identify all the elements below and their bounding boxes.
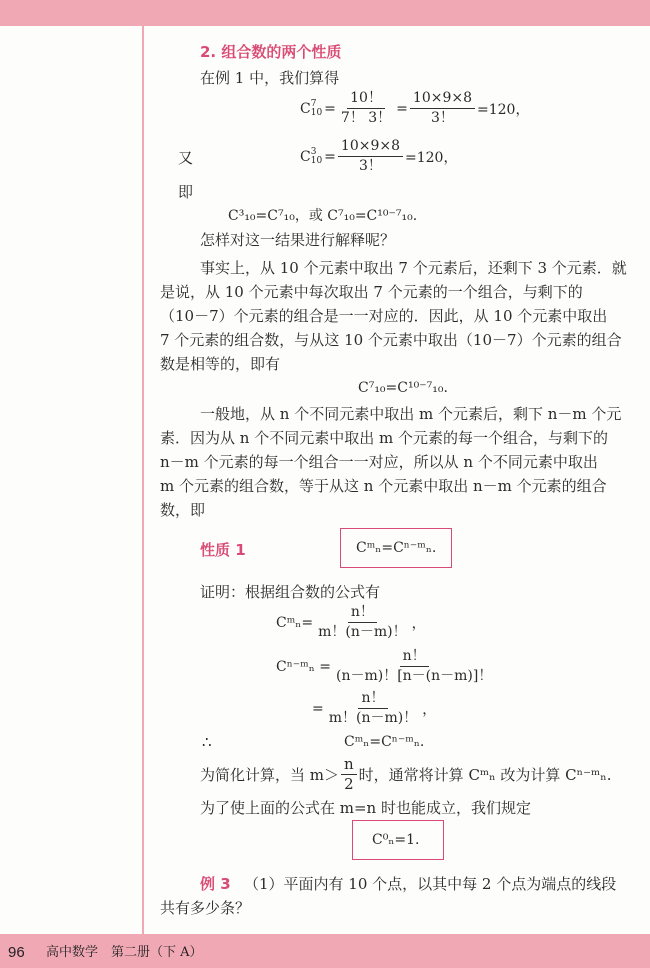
proof-line1-den: m！(n－m)！: [318, 624, 407, 640]
question: 怎样对这一结果进行解释呢？: [200, 231, 396, 249]
eq1-frac2: [410, 90, 475, 127]
eq2-sub: 10: [310, 155, 323, 166]
eq1-eq2: =: [396, 100, 408, 117]
simplify-post: 时，通常将计算 Cᵐₙ 改为计算 Cⁿ⁻ᵐₙ.: [358, 766, 612, 784]
proof-line1-frac: [315, 604, 410, 641]
example3-line-1: （1）平面内有 10 个点，以其中每 2 个点为端点的线段: [244, 875, 617, 893]
eq1-frac1-den: 7！ 3！: [340, 110, 392, 126]
explain-line-2: 是说，从 10 个元素中每次取出 7 个元素的一个组合，与剩下的: [160, 283, 583, 301]
therefore-symbol: ∴: [202, 733, 212, 751]
book-title: 高中数学 第二册（下 A）: [46, 945, 203, 960]
proof-line3-den: m！(n－m)！: [328, 710, 418, 726]
general-line-1: 一般地，从 n 个不同元素中取出 m 个元素后，剩下 n－m 个元: [200, 405, 622, 423]
proof-line-1: [276, 604, 426, 641]
property1-label: 性质 1: [200, 541, 246, 559]
simplify-frac: [341, 756, 357, 793]
example3-label: 例 3: [200, 875, 231, 893]
proof-line3-num: n！: [358, 690, 387, 709]
eq1-frac1-num: 10！: [347, 90, 385, 109]
eq1-sup: 7: [310, 98, 317, 109]
eq1-frac2-den: 3！: [430, 110, 454, 126]
eq2-frac-den: 3！: [358, 158, 382, 174]
footer-band: [0, 934, 650, 968]
example3-line-2: 共有多少条？: [160, 899, 251, 917]
equation-3: C³₁₀=C⁷₁₀，或 C⁷₁₀=C¹⁰⁻⁷₁₀.: [228, 208, 418, 224]
label-ji: 即: [178, 183, 194, 201]
proof-intro: 证明：根据组合数的公式有: [200, 583, 381, 601]
general-line-2: 素．因为从 n 个不同元素中取出 m 个元素的每一个组合，与剩下的: [160, 429, 608, 447]
proof-line2-num: n！: [400, 648, 429, 667]
property1-formula: Cᵐₙ=Cⁿ⁻ᵐₙ.: [356, 540, 437, 556]
general-line-4: m 个元素的组合数，等于从这 n 个元素中取出 n－m 个元素的组合: [160, 477, 607, 495]
eq1-eq: =: [324, 100, 336, 117]
eq2-frac: [338, 138, 403, 175]
equation-4: C⁷₁₀=C¹⁰⁻⁷₁₀.: [358, 380, 448, 396]
explain-line-3: （10－7）个元素的组合是一一对应的．因此，从 10 个元素中取出: [160, 307, 608, 325]
eq2-eq: =: [324, 148, 336, 165]
eq2-frac-num: 10×9×8: [338, 138, 403, 157]
eq1-result: =120，: [477, 101, 530, 118]
eq1-frac2-num: 10×9×8: [410, 90, 475, 109]
rule-intro: 为了使上面的公式在 m=n 时也能成立，我们规定: [200, 799, 531, 817]
proof-line1-end: ，: [411, 615, 426, 632]
proof-line3-end: ，: [422, 701, 437, 718]
proof-line2-den: (n－m)！[n－(n－m)]！: [335, 668, 493, 684]
proof-line1-lhs: Cᵐₙ=: [276, 614, 314, 631]
equation-2: [300, 138, 457, 175]
left-margin-rule: [142, 26, 144, 934]
eq1-frac1: [338, 90, 394, 127]
rule-formula: C⁰ₙ=1.: [372, 832, 420, 848]
simplify-line: [200, 756, 611, 793]
simplify-pre: 为简化计算，当 m＞: [200, 766, 339, 784]
general-line-5: 数，即: [160, 501, 206, 519]
proof-line-2: [276, 648, 497, 685]
proof-line-3: [312, 690, 436, 727]
eq2-sup: 3: [310, 146, 317, 157]
simplify-frac-den: 2: [344, 775, 354, 793]
proof-line1-num: n！: [348, 604, 377, 623]
intro-paragraph: 在例 1 中，我们算得: [200, 69, 340, 87]
page-number: 96: [8, 944, 25, 961]
explain-line-1: 事实上，从 10 个元素中取出 7 个元素后，还剩下 3 个元素．就: [200, 259, 627, 277]
proof-line3-eq: =: [312, 700, 324, 717]
general-line-3: n－m 个元素的每一个组合一一对应，所以从 n 个不同元素中取出: [160, 453, 598, 471]
top-margin-band: [0, 0, 650, 26]
equation-1: [300, 90, 529, 127]
section-heading: 2. 组合数的两个性质: [200, 43, 342, 61]
explain-line-5: 数是相等的，即有: [160, 355, 281, 373]
proof-line2-lhs: Cⁿ⁻ᵐₙ =: [276, 658, 331, 675]
simplify-frac-num: n: [341, 756, 357, 775]
eq1-sub: 10: [310, 107, 323, 118]
proof-line2-frac: [333, 648, 495, 685]
proof-line3-frac: [326, 690, 421, 727]
label-you: 又: [178, 149, 194, 167]
eq1-c: C: [300, 100, 311, 117]
proof-conclusion: Cᵐₙ=Cⁿ⁻ᵐₙ.: [344, 734, 425, 750]
eq2-c: C: [300, 148, 311, 165]
explain-line-4: 7 个元素的组合数，与从这 10 个元素中取出（10－7）个元素的组合: [160, 331, 622, 349]
eq2-result: =120，: [405, 149, 458, 166]
